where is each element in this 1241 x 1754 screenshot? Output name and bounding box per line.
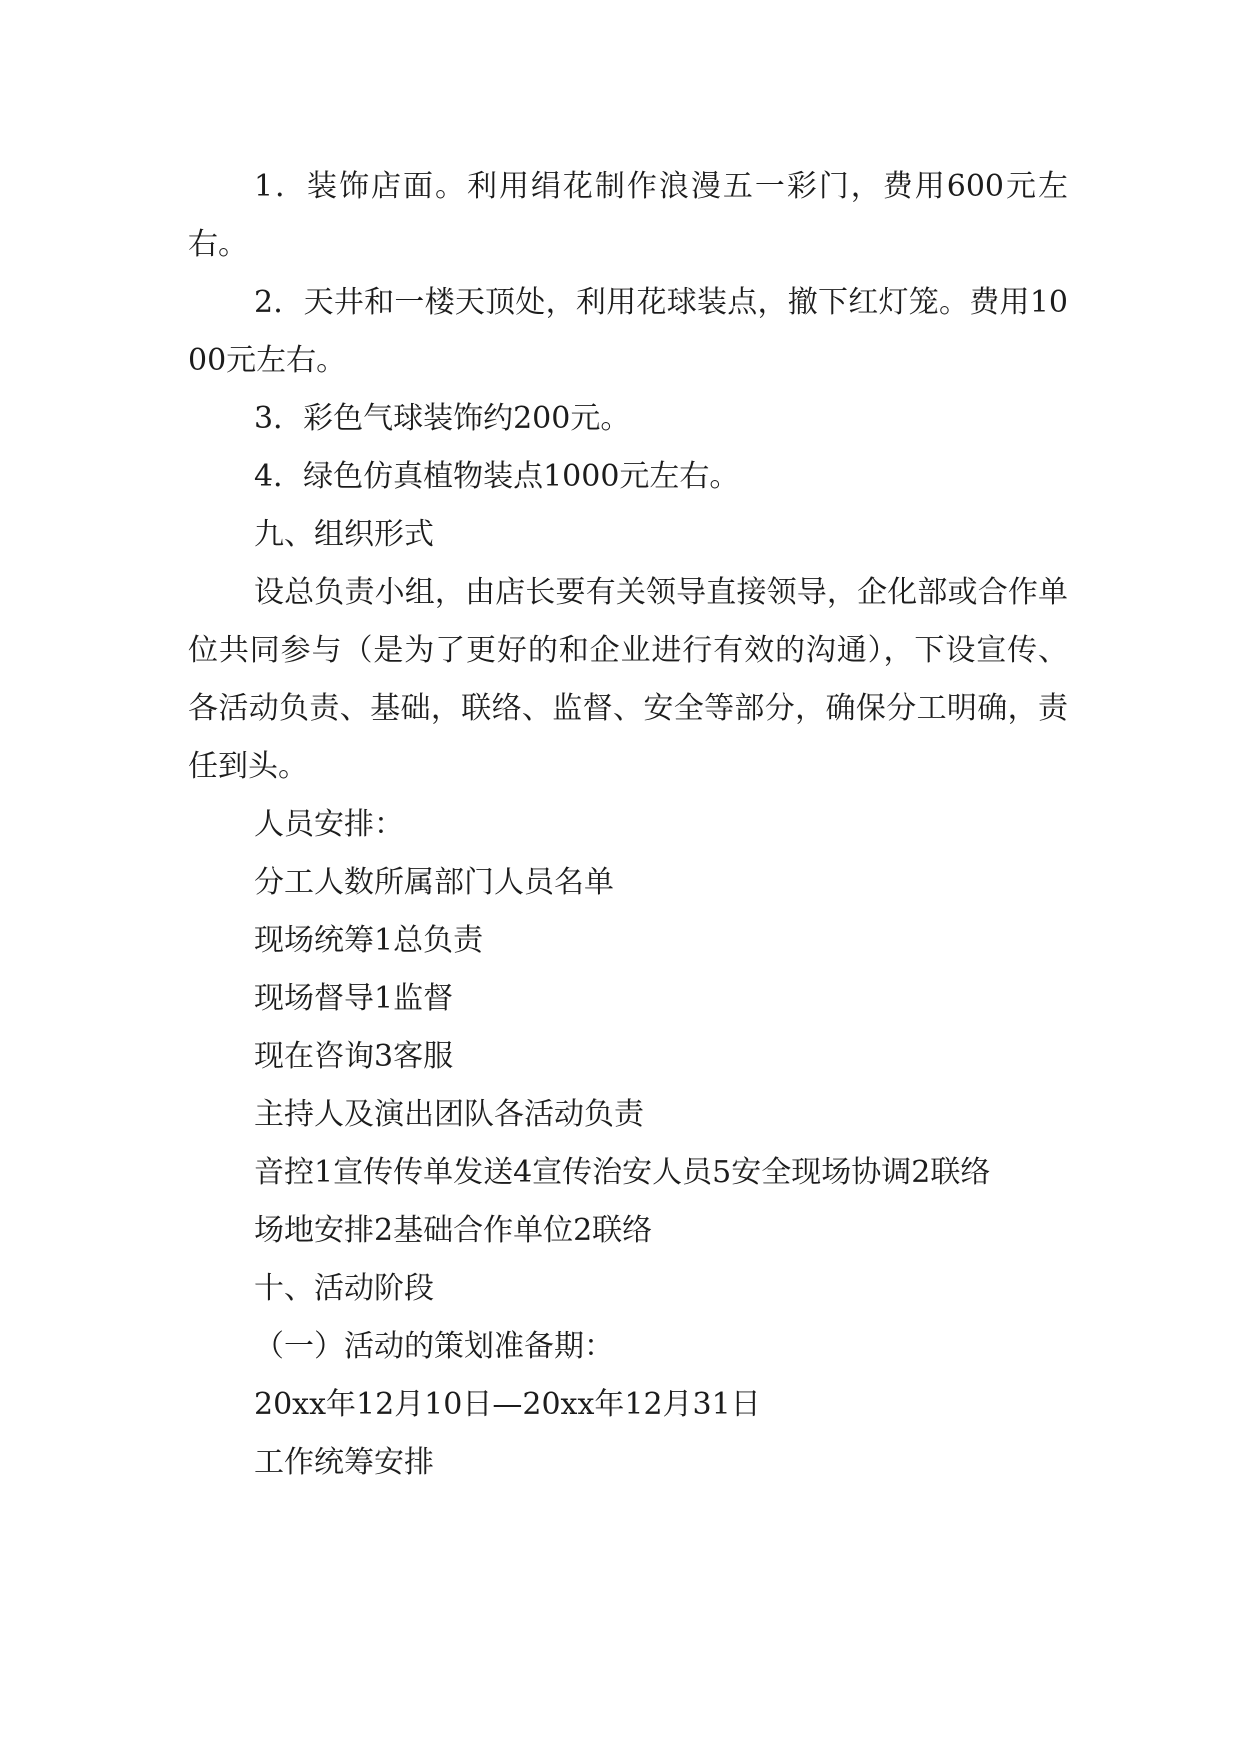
staff-row-coordination: 现场统筹1总负责 bbox=[254, 923, 484, 958]
staff-row-venue: 场地安排2基础合作单位2联络 bbox=[254, 1213, 653, 1248]
stage-planning-heading: （一）活动的策划准备期： bbox=[254, 1329, 614, 1364]
staff-row-audio-publicity-security: 音控1宣传传单发送4宣传治安人员5安全现场协调2联络 bbox=[254, 1155, 991, 1190]
paragraph-organization-desc: 设总负责小组，由店长要有关领导直接领导，企化部或合作单位共同参与（是为了更好的和企业进行有效的沟通），下设宣传、各活动负责、基础，联络、监督、安全等部分，确保分工明确，责任到头。 bbox=[188, 575, 1068, 784]
paragraph-decoration-item-3: 3．彩色气球装饰约200元。 bbox=[254, 401, 631, 436]
staff-arrangement-heading: 人员安排： bbox=[254, 807, 404, 842]
staff-row-supervision: 现场督导1监督 bbox=[254, 981, 454, 1016]
staff-table-header: 分工人数所属部门人员名单 bbox=[254, 865, 614, 900]
paragraph-decoration-item-4: 4．绿色仿真植物装点1000元左右。 bbox=[254, 459, 740, 494]
section-heading-stages: 十、活动阶段 bbox=[254, 1271, 434, 1306]
stage-planning-dates: 20xx年12月10日—20xx年12月31日 bbox=[254, 1387, 761, 1422]
work-coordination-heading: 工作统筹安排 bbox=[254, 1445, 434, 1480]
paragraph-decoration-item-1: 1．装饰店面。利用绢花制作浪漫五一彩门，费用600元左右。 bbox=[188, 169, 1068, 262]
paragraph-decoration-item-2: 2．天井和一楼天顶处，利用花球装点，撤下红灯笼。费用1000元左右。 bbox=[188, 285, 1068, 378]
document-page bbox=[188, 158, 1068, 1492]
staff-row-consulting: 现在咨询3客服 bbox=[254, 1039, 454, 1074]
staff-row-host: 主持人及演出团队各活动负责 bbox=[254, 1097, 644, 1132]
section-heading-organization: 九、组织形式 bbox=[254, 517, 434, 552]
